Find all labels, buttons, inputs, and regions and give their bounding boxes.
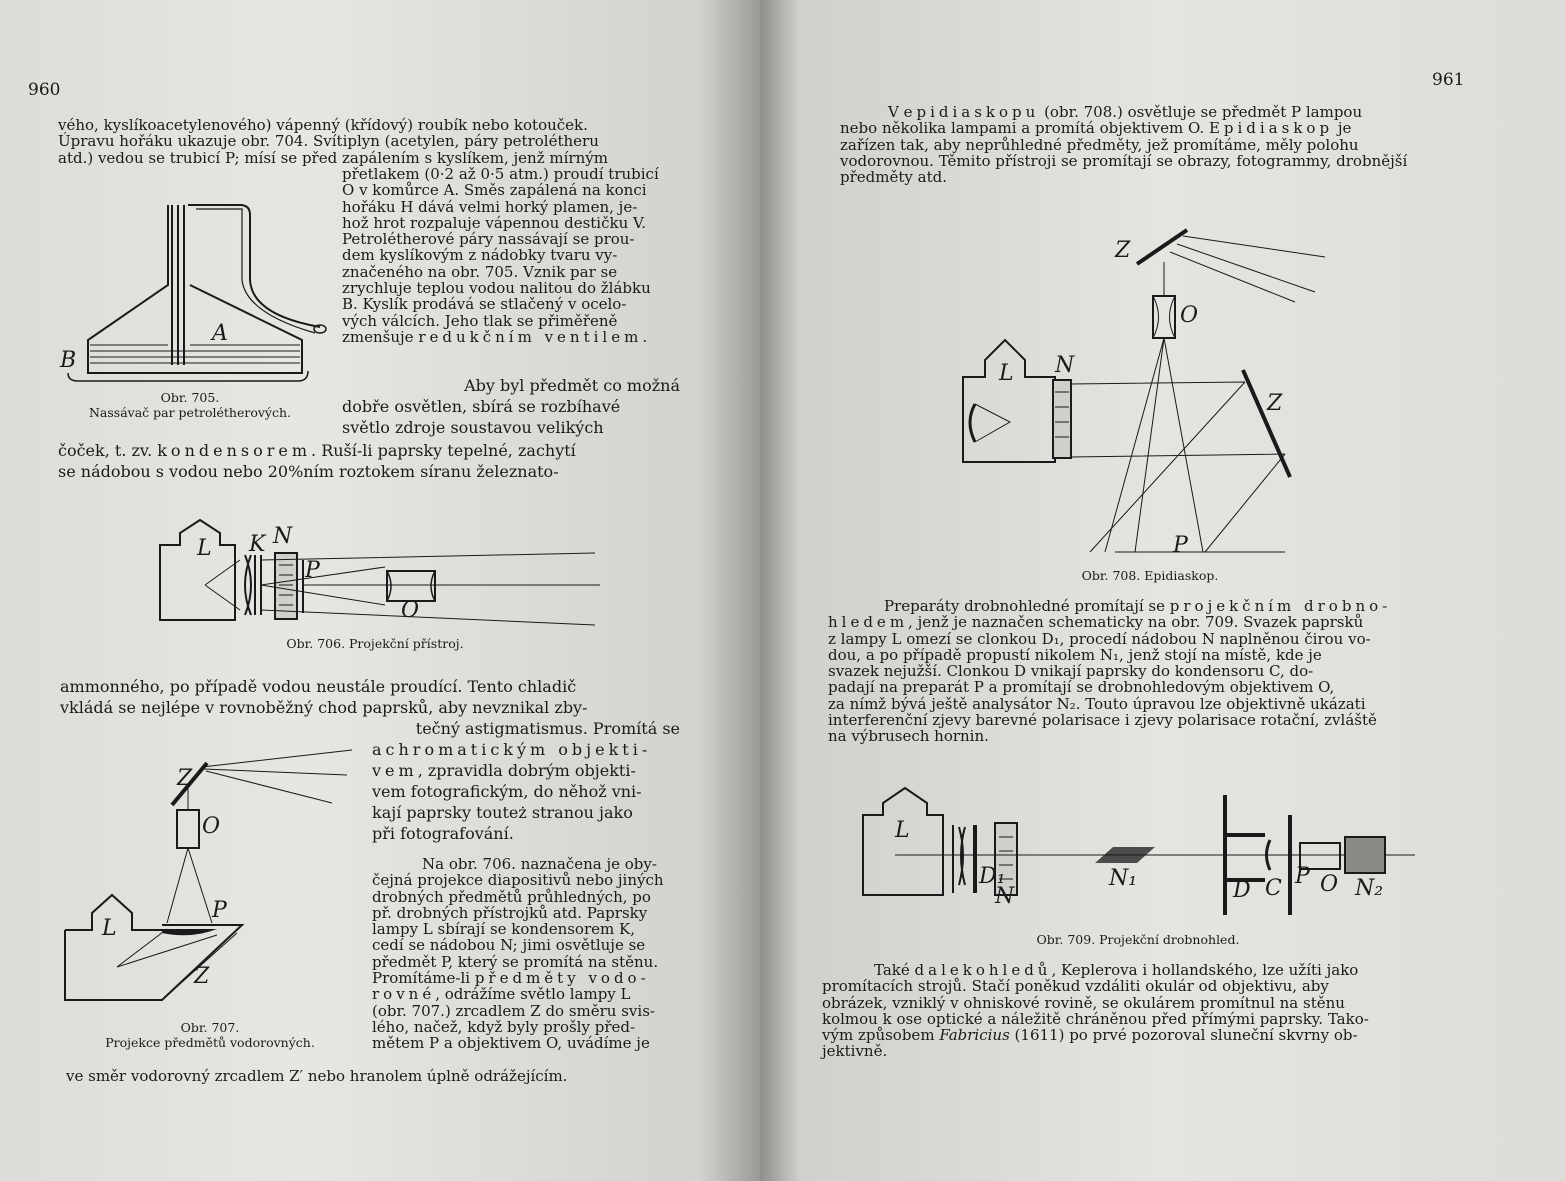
spaced-term: projekčním drobno- [1169, 597, 1392, 615]
text-line [342, 329, 680, 345]
text-line: zrychluje teplou vodou nalitou do žlábku [342, 279, 651, 298]
text-line: z lampy L omezí se clonkou D₁, procedí nádobou N naplněnou čirou vo- [828, 629, 1371, 648]
paragraph-epidiaskop [840, 104, 1458, 185]
caption-number: Obr. 705. [160, 390, 220, 405]
text-line: hož hrot rozpaluje vápennou destičku V. [342, 213, 646, 232]
text-line: předmět P, který se promítá na stěnu. [372, 952, 659, 971]
text-span: , jenž je naznačen schematicky na obr. 709. Svazek paprsků [908, 613, 1364, 632]
label-P: P [212, 898, 227, 923]
text-span: , Keplerova i hollandského, lze užíti jako [1051, 961, 1359, 979]
text-line: na výbrusech hornin. [828, 727, 989, 746]
spaced-term: kondensorem [157, 441, 312, 460]
label-D1: D₁ [979, 864, 1006, 889]
text-line: dem kyslíkovým z nádobky tvaru vy- [342, 246, 618, 265]
last-line: ve směr vodorovný zrcadlem Z′ nebo hranolem úplně odrážejícím. [66, 1067, 568, 1085]
label-O: O [202, 814, 221, 839]
figure-706 [155, 515, 605, 630]
label-N1: N₁ [1109, 866, 1138, 891]
label-N: N [1055, 353, 1075, 378]
text-line: jektivně. [822, 1042, 888, 1061]
text-span: vým způsobem [822, 1026, 940, 1045]
label-C: C [1265, 876, 1282, 901]
label-A: A [212, 321, 228, 346]
text-line [822, 1027, 1450, 1043]
text-line: dou, a po případě propustí nikolem N₁, jenž stojí na místě, kde je [828, 645, 1322, 664]
text-line: Petrolétherové páry nassávají se prou- [342, 230, 635, 249]
text-line: vodorovnou. Těmito přístroji se promítají se obrazy, fotogrammy, drobnější [840, 151, 1408, 170]
text-line: cedí se nádobou N; jimi osvětluje se [372, 936, 646, 955]
text-span: čoček, t. zv. [58, 441, 158, 460]
label-L: L [895, 818, 910, 843]
label-L: L [102, 916, 117, 941]
text-span: V [888, 103, 904, 121]
right-page [760, 0, 1565, 1181]
text-line: př. drobných přístrojků atd. Paprsky [372, 903, 648, 922]
label-Z-upper: Z [1115, 238, 1131, 263]
text-line: vých válcích. Jeho tlak se přiměřeně [342, 311, 618, 330]
text-line: svazek nejužší. Clonkou D vnikají paprsky do kondensoru C, do- [828, 662, 1314, 681]
text-span: zmenšuje [342, 327, 419, 346]
text-line: tečný astigmatismus. Promítá se [415, 719, 680, 738]
caption-text: Nassávač par petrolétherových. [88, 405, 291, 420]
text-line: (obr. 707.) zrcadlem Z do směru svis- [372, 1001, 655, 1020]
left-page [0, 0, 760, 1181]
spaced-term: Epidiaskop [1208, 119, 1334, 138]
text-line: B. Kyslík prodává se stlačený v ocelo- [342, 295, 627, 314]
text-line: světlo zdroje soustavou velikých [342, 418, 604, 437]
spaced-term: epidiaskopu [903, 103, 1040, 121]
spaced-term: předměty vodo- [474, 969, 650, 988]
text-line [58, 440, 680, 461]
text-line: přetlakem (0·2 až 0·5 atm.) proudí trubicí [342, 165, 659, 183]
text-line: O v komůrce A. Směs zapálená na konci [342, 181, 647, 200]
text-line: za nímž bývá ještě analysátor N₂. Touto úpravou lze objektivně ukázati [828, 694, 1366, 713]
text-line: značeného na obr. 705. Vznik par se [342, 262, 618, 281]
text-line: hořáku H dává velmi horký plamen, je- [342, 197, 638, 216]
text-line: zařízen tak, aby neprůhledné předměty, jež promítáme, měly polohu [840, 135, 1359, 154]
text-line: Úpravu hořáku ukazuje obr. 704. Svítiplyn (acetylen, páry petrolétheru [58, 132, 599, 151]
paragraph-top [58, 117, 676, 166]
page-number: 961 [1432, 70, 1465, 90]
paragraph-side [342, 166, 680, 345]
text-line: lého, načež, když byly prošly před- [372, 1017, 636, 1036]
figure-708 [955, 222, 1295, 562]
spaced-term: achromatickým objekti- [372, 740, 652, 759]
text-line [372, 986, 682, 1002]
italic-name: Fabricius [939, 1026, 1010, 1045]
text-span: , odrážíme světlo lampy L [435, 985, 631, 1004]
text-span: , zpravidla dobrým objekti- [417, 761, 636, 780]
text-line: kají paprsky touteż stranou jako [372, 803, 633, 822]
text-line: ammonného, po případě vodou neustále proudící. Tento chladič [60, 677, 577, 696]
caption-708: Obr. 708. Epidiaskop. [1081, 568, 1219, 583]
label-O: O [1180, 303, 1199, 328]
caption-number: Obr. 707. [180, 1020, 240, 1035]
paragraph-dalekohledy [822, 962, 1450, 1060]
label-P: P [1295, 864, 1310, 889]
text-span: nebo několika lampami a promítá objektivem O. [840, 119, 1209, 138]
text-line: při fotografování. [372, 824, 514, 843]
text-line: dobře osvětlen, sbírá se rozbíhavé [342, 397, 621, 416]
label-P: P [1173, 533, 1188, 558]
text-line: vem fotografickým, do něhož vni- [372, 782, 642, 801]
caption-705 [60, 390, 320, 420]
text-line: se nádobou s vodou nebo 20%ním roztokem síranu železnato- [58, 462, 559, 481]
label-Z: Z [177, 766, 193, 791]
label-B: B [60, 348, 77, 373]
text-line [372, 970, 682, 986]
label-N2: N₂ [1355, 876, 1384, 901]
text-span: je [1333, 119, 1352, 138]
paragraph-aby [342, 375, 680, 438]
label-P: P [305, 558, 320, 583]
text-span: Také [874, 961, 915, 979]
paragraph-condensor [58, 440, 680, 482]
text-span: Promítáme-li [372, 969, 475, 988]
text-line: interferenční zjevy barevné polarisace i zjevy polarisace rotační, zvláště [828, 711, 1377, 730]
figure-705 [60, 195, 310, 385]
paragraph-na-obr [372, 856, 682, 1052]
label-Z-prime: Z [194, 964, 210, 989]
caption-706: Obr. 706. Projekční přístroj. [286, 636, 464, 651]
paragraph-ammon [60, 676, 680, 718]
spaced-term: hledem [828, 613, 909, 632]
text-line: obrázek, vzniklý v ohniskové rovině, se okulárem promítnul na stěnu [822, 993, 1345, 1012]
text-span: Preparáty drobnohledné promítají se [884, 597, 1170, 615]
text-span: . Ruší-li paprsky tepelné, zachytí [311, 441, 576, 460]
caption-709: Obr. 709. Projekční drobnohled. [1036, 932, 1240, 947]
text-line [840, 104, 1458, 120]
text-line: lampy L sbírají se kondensorem K, [372, 920, 635, 939]
text-line [822, 962, 1450, 978]
paragraph-preparaty [828, 598, 1460, 745]
text-line: padají na preparát P a promítají se drobnohledovým objektivem O, [828, 678, 1335, 697]
text-line [840, 120, 1458, 136]
text-line [372, 760, 680, 781]
spaced-term: dalekohledů [914, 961, 1052, 979]
text-line: vého, kyslíkoacetylenového) vápenný (křídový) roubík nebo kotouček. [58, 116, 588, 134]
text-line: vkládá se nejlépe v rovnoběžný chod paprsků, aby nevznikal zby- [60, 698, 588, 717]
text-line: čejná projekce diapositivů nebo jiných [372, 871, 664, 890]
text-line: kolmou k ose optické a náležitě chráněnou před přímými paprsky. Tako- [822, 1009, 1369, 1028]
label-N: N [995, 884, 1015, 909]
text-line: Na obr. 706. naznačena je oby- [422, 855, 657, 873]
label-Z-lower: Z [1267, 391, 1283, 416]
text-line: předměty atd. [840, 168, 947, 187]
figure-707 [62, 745, 362, 1015]
label-L: L [197, 536, 212, 561]
page-number: 960 [28, 80, 61, 100]
label-K: K [249, 532, 266, 557]
text-line: promítacích strojů. Stačí poněkud vzdáliti okulár od objektivu, aby [822, 977, 1329, 996]
spaced-term: vem [372, 761, 418, 780]
text-span: (obr. 708.) osvětluje se předmět P lampou [1039, 103, 1363, 121]
caption-707 [60, 1020, 360, 1050]
label-D: D [1233, 878, 1251, 903]
label-O: O [1320, 872, 1339, 897]
text-line: atd.) vedou se trubicí P; mísí se před zapálením s kyslíkem, jenž mírným [58, 148, 608, 167]
text-line: drobných předmětů průhledných, po [372, 887, 651, 906]
text-line: mětem P a objektivem O, uvádíme je [372, 1034, 650, 1053]
text-line: Aby byl předmět co možná [464, 376, 680, 395]
paragraph-astig [372, 718, 680, 844]
label-L: L [999, 361, 1014, 386]
caption-text: Projekce předmětů vodorovných. [105, 1035, 315, 1050]
spaced-term: redukčním ventilem. [418, 327, 652, 346]
spaced-term: rovné [372, 985, 436, 1004]
text-line [828, 614, 1460, 630]
label-N: N [273, 524, 293, 549]
text-line [372, 739, 680, 760]
figure-709 [855, 785, 1425, 925]
text-line [828, 598, 1460, 614]
text-span: (1611) po prvé pozoroval sluneční skvrny ob- [1009, 1026, 1358, 1045]
label-O: O [401, 598, 420, 623]
